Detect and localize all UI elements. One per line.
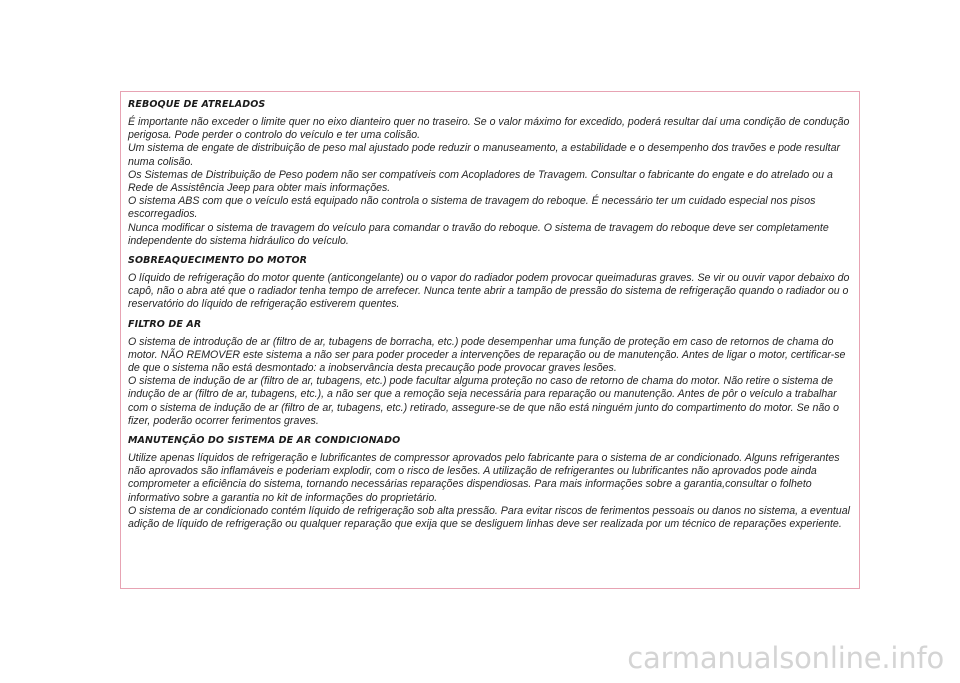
paragraph: O líquido de refrigeração do motor quente (anticongelante) ou o vapor do radiador podem provocar queimaduras graves. Se vir ou ouvir vapor debaixo do capô, não o abra até que o radiador tenha tempo de arrefecer. Nunca tente abrir a tampão de pressão do sistema de refrigeração quando o radiador ou o reservatório do líquido de refrigeração estiverem quentes. [128, 272, 850, 311]
paragraph: Utilize apenas líquidos de refrigeração e lubrificantes de compressor aprovados pelo fabricante para o sistema de ar condicionado. Alguns refrigerantes não aprovados são inflamáveis e poderiam explodir, com o risco de lesões. A utilização de refrigerantes ou lubrificantes não aprovados pode ainda comprometer a eficiência do sistema, tornando necessárias reparações dispendiosas. Para mais informações sobre a garantia,consultar o folheto informativo sobre a garantia no kit de informações do proprietário. [128, 452, 840, 504]
paragraph: Nunca modificar o sistema de travagem do veículo para comandar o travão do reboque. O sistema de travagem do reboque deve ser completamente independente do sistema hidráulico do veículo. [128, 221, 829, 247]
section-heading: FILTRO DE AR [128, 318, 202, 330]
section-heading: REBOQUE DE ATRELADOS [128, 99, 266, 110]
section-heading: MANUTENÇÃO DO SISTEMA DE AR CONDICIONADO [128, 435, 401, 447]
watermark-text: carmanualsonline.info [627, 641, 944, 675]
section-sobreaquecimento [128, 254, 851, 312]
paragraph: O sistema de indução de ar (filtro de ar, tubagens, etc.) pode facultar alguma proteção no caso de retorno de chama do motor. Não retire o sistema de indução de ar (filtro de ar, tubagens, etc.), a não ser que a remoção seja necessária para reparação ou manutenção. Antes de pôr o veículo a trabalhar com o sistema de indução de ar (filtro de ar, tubagens, etc.) retirado, assegure-se de que não está ninguém junto do compartimento do motor. Se não o fizer, poderão ocorrer ferimentos graves. [128, 375, 839, 427]
section-ar-condicionado [128, 434, 851, 531]
paragraph: O sistema ABS com que o veículo está equipado não controla o sistema de travagem do reboque. É necessário ter um cuidado especial nos pisos escorregadios. [128, 195, 816, 221]
paragraph: Os Sistemas de Distribuição de Peso podem não ser compatíveis com Acopladores de Travagem. Consultar o fabricante do engate e do atrelado ou a Rede de Assistência Jeep para obter mais informações. [128, 168, 833, 195]
paragraph: O sistema de ar condicionado contém líquido de refrigeração sob alta pressão. Para evitar riscos de ferimentos pessoais ou danos no sistema, a eventual adição de líquido de refrigeração ou qualquer reparação que exija que se desliguem linhas deve ser realizada por um técnico de reparações experiente. [128, 504, 850, 531]
section-heading: SOBREAQUECIMENTO DO MOTOR [128, 255, 308, 267]
section-filtro-de-ar [128, 318, 851, 428]
section-reboque [128, 98, 851, 248]
paragraph: O sistema de introdução de ar (filtro de ar, tubagens de borracha, etc.) pode desempenhar uma função de proteção em caso de retornos de chama do motor. NÃO REMOVER este sistema a não ser para poder proceder a intervenções de reparação ou de manutenção. Antes de ligar o motor, certificar-se de que o sistema não está desmontado: a inobservância desta precaução pode provocar graves lesões. [128, 335, 846, 375]
paragraph: É importante não exceder o limite quer no eixo dianteiro quer no traseiro. Se o valor máximo for excedido, poderá resultar daí uma condição de condução perigosa. Pode perder o controlo do veículo e ter uma colisão. [128, 116, 850, 142]
paragraph: Um sistema de engate de distribuição de peso mal ajustado pode reduzir o manuseamento, a estabilidade e o desempenho dos travões e pode resultar numa colisão. [128, 142, 840, 168]
warning-box [120, 91, 860, 589]
